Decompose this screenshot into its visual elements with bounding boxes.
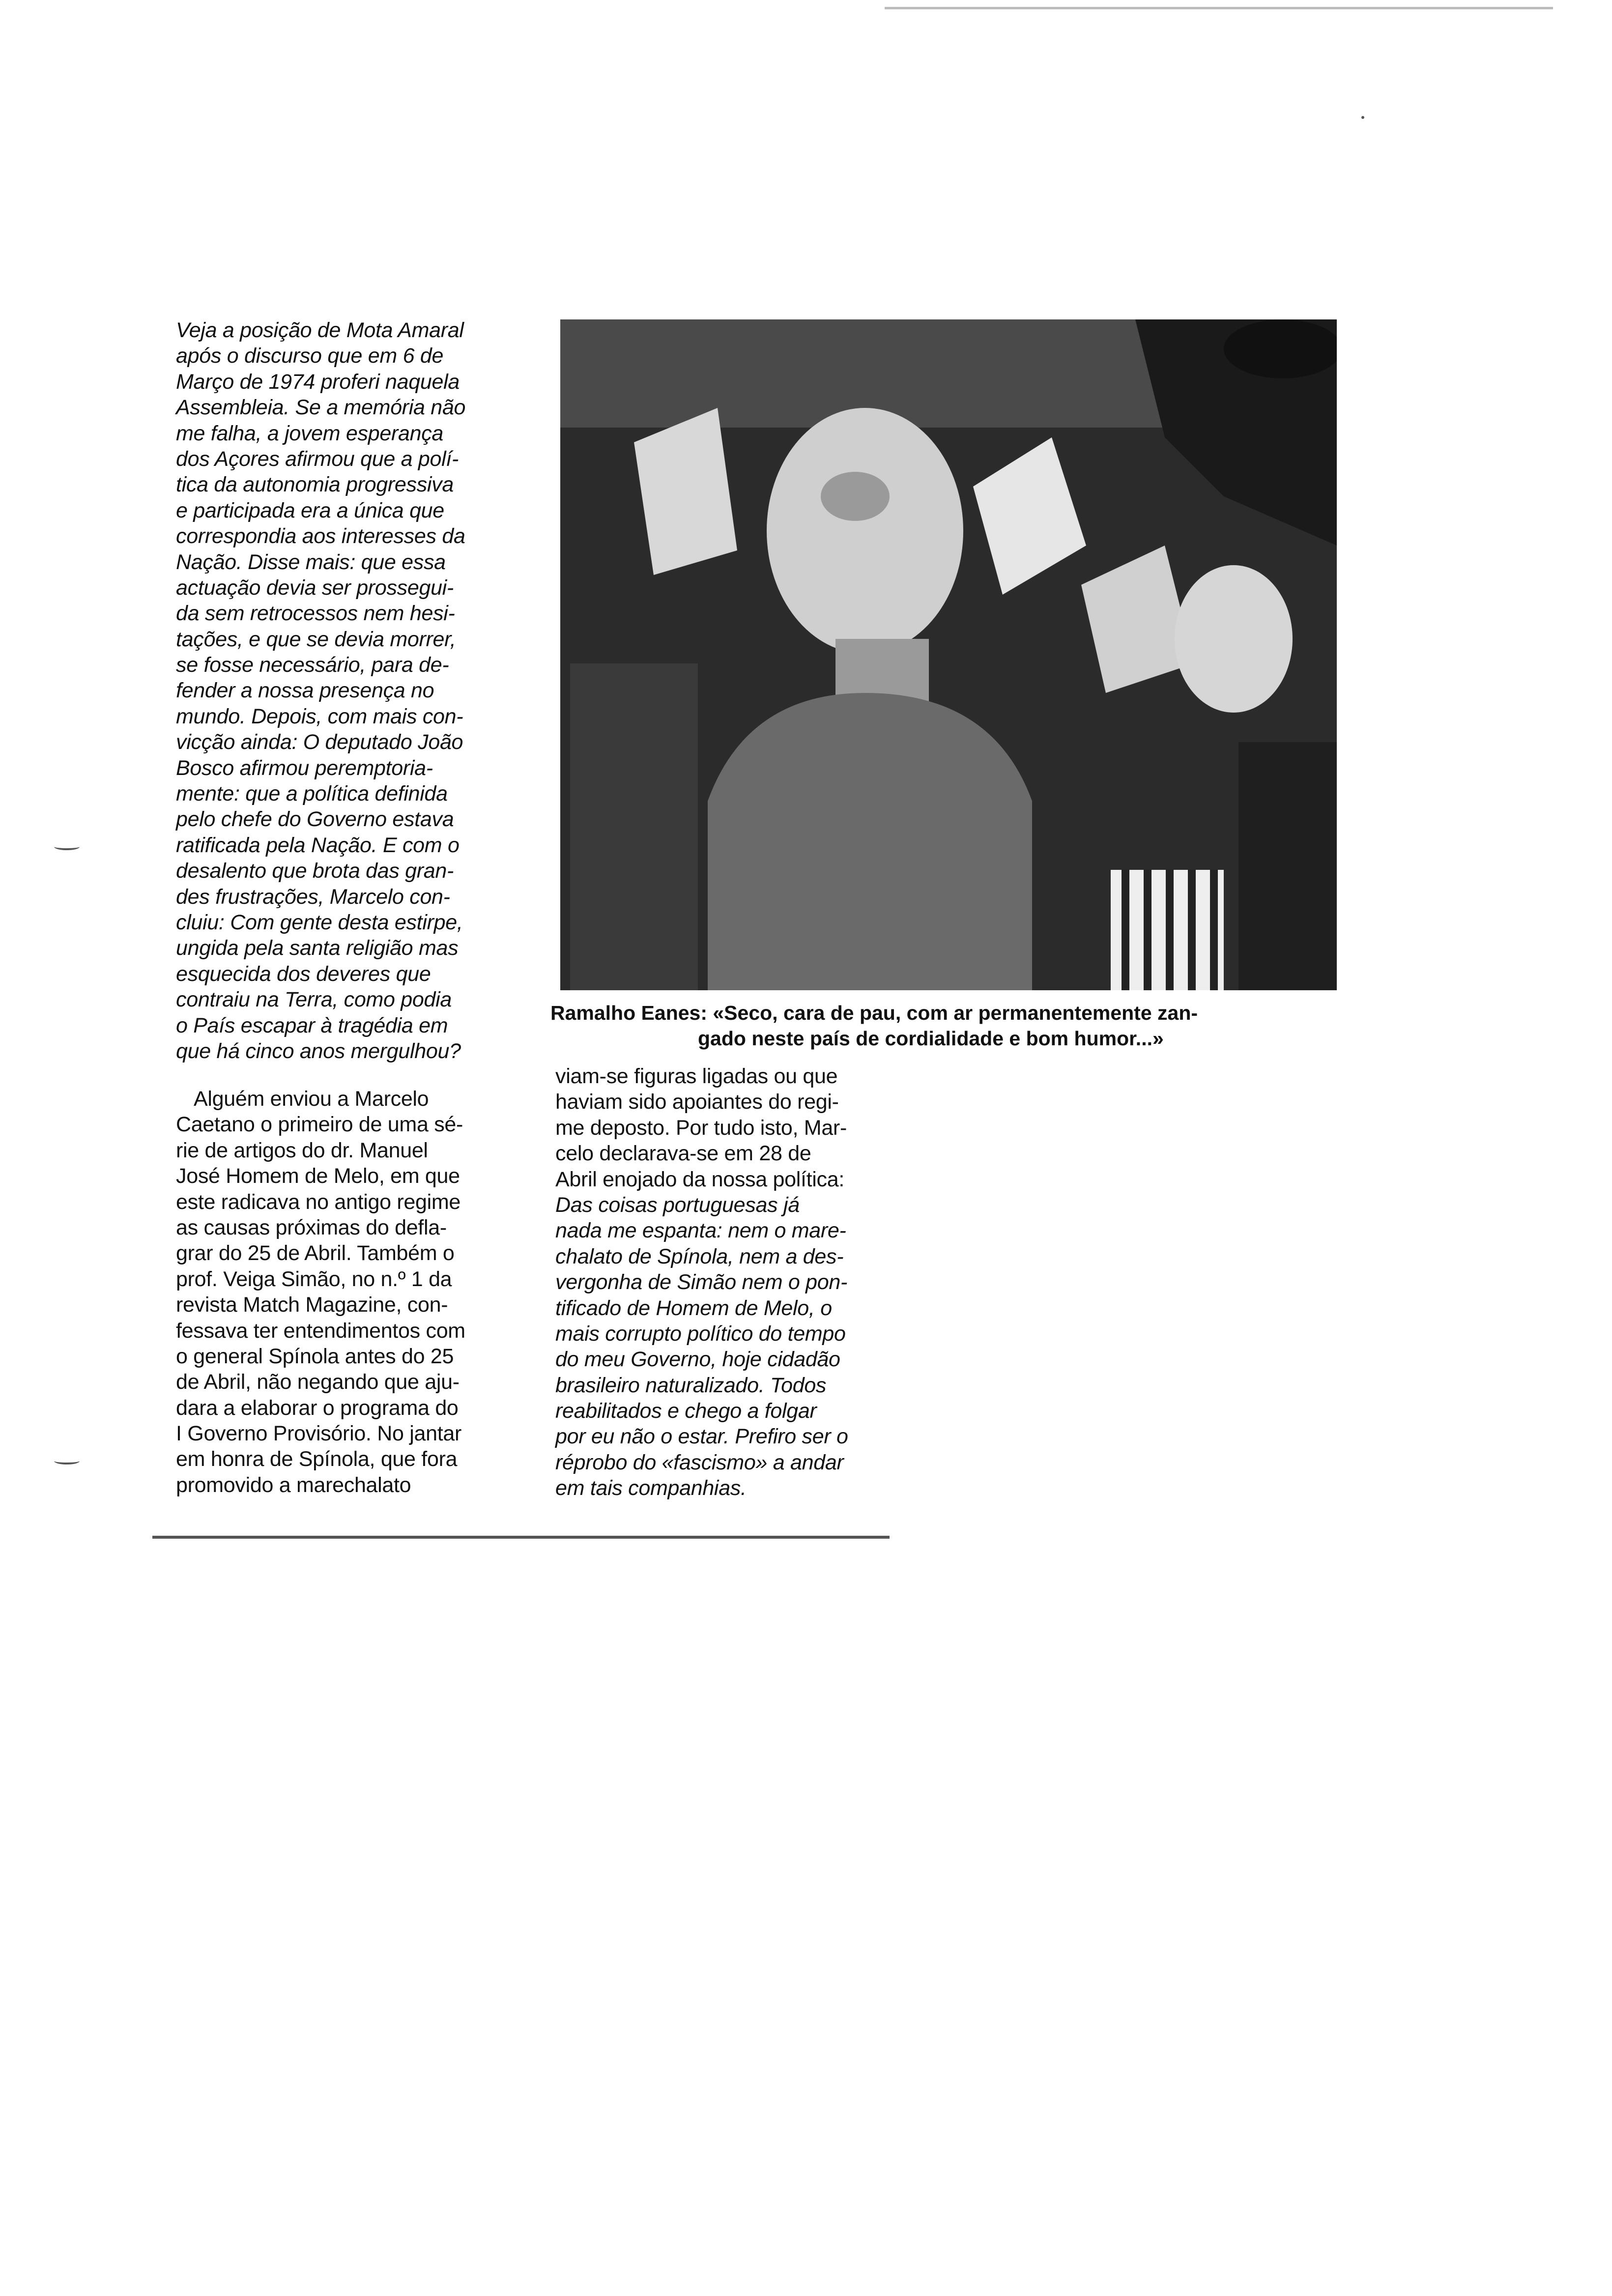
photo-caption: [550, 1000, 1327, 1051]
scan-artifact: [54, 1458, 80, 1464]
article-right-column-bottom: [555, 1063, 929, 1501]
photo-image: [560, 319, 1337, 990]
text-line: que há cinco anos mergulhou?: [176, 1039, 461, 1063]
text-line: viam-se figuras ligadas ou que: [555, 1064, 838, 1088]
text-line: vicção ainda: O deputado João: [176, 730, 463, 754]
text-line: mais corrupto político do tempo: [555, 1321, 846, 1346]
article-left-column-top: [176, 317, 535, 1064]
caption-line: Ramalho Eanes: «Seco, cara de pau, com ar permanentemente zan-: [550, 1002, 1198, 1024]
text-line: revista Match Magazine, con-: [176, 1293, 448, 1317]
text-line: ratificada pela Nação. E com o: [176, 833, 460, 857]
newspaper-clipping: [152, 275, 1198, 1563]
text-line: tações, e que se devia morrer,: [176, 627, 456, 651]
photo-ramalho-eanes: [560, 319, 1337, 990]
text-line: nada me espanta: nem o mare-: [555, 1219, 846, 1243]
text-line: ungida pela santa religião mas: [176, 936, 459, 960]
caption-line: gado neste país de cordialidade e bom humor...»: [698, 1027, 1164, 1050]
text-line: Assembleia. Se a memória não: [176, 396, 466, 420]
text-line: desalento que brota das gran-: [176, 859, 454, 883]
article-left-column-bottom: [176, 1086, 535, 1498]
text-line: haviam sido apoiantes do regi-: [555, 1090, 839, 1114]
text-line: em honra de Spínola, que fora: [176, 1447, 458, 1471]
text-line: reabilitados e chego a folgar: [555, 1399, 817, 1423]
text-line: celo declarava-se em 28 de: [555, 1142, 811, 1166]
text-line: réprobo do «fascismo» a andar: [555, 1450, 844, 1474]
text-line: fender a nossa presença no: [176, 679, 434, 703]
text-line: se fosse necessário, para de-: [176, 653, 449, 677]
text-line: da sem retrocessos nem hesi-: [176, 602, 455, 626]
text-line: do meu Governo, hoje cidadão: [555, 1348, 840, 1372]
text-line: o País escapar à tragédia em: [176, 1013, 448, 1037]
text-line: mente: que a política definida: [176, 782, 448, 806]
text-line: Veja a posição de Mota Amaral: [176, 318, 464, 342]
text-line: de Abril, não negando que aju-: [176, 1370, 460, 1394]
text-line: José Homem de Melo, em que: [176, 1164, 460, 1188]
text-line: chalato de Spínola, nem a des-: [555, 1244, 844, 1268]
text-line: rie de artigos do dr. Manuel: [176, 1138, 428, 1162]
text-line: Abril enojado da nossa política:: [555, 1167, 845, 1191]
text-line: Março de 1974 proferi naquela: [176, 370, 460, 394]
text-line: mundo. Depois, com mais con-: [176, 704, 463, 728]
clipping-bottom-edge: [152, 1536, 890, 1539]
text-line: brasileiro naturalizado. Todos: [555, 1373, 827, 1397]
text-line: o general Spínola antes do 25: [176, 1344, 454, 1368]
text-line: Caetano o primeiro de uma sé-: [176, 1113, 463, 1137]
text-line: as causas próximas do defla-: [176, 1215, 447, 1239]
text-line: após o discurso que em 6 de: [176, 344, 444, 368]
text-line: Das coisas portuguesas já: [555, 1193, 800, 1217]
text-line: me falha, a jovem esperança: [176, 421, 444, 445]
text-line: actuação devia ser prossegui-: [176, 575, 454, 600]
text-line: pelo chefe do Governo estava: [176, 807, 454, 832]
text-line: Bosco afirmou peremptoria-: [176, 756, 433, 780]
text-line: cluiu: Com gente desta estirpe,: [176, 910, 463, 934]
text-line: Alguém enviou a Marcelo: [194, 1087, 429, 1111]
text-line: tificado de Homem de Melo, o: [555, 1296, 832, 1320]
text-line: prof. Veiga Simão, no n.º 1 da: [176, 1267, 452, 1291]
text-line: contraiu na Terra, como podia: [176, 988, 452, 1012]
text-line: promovido a marechalato: [176, 1473, 411, 1497]
text-line: correspondia aos interesses da: [176, 524, 465, 548]
text-line: tica da autonomia progressiva: [176, 473, 454, 497]
text-line: fessava ter entendimentos com: [176, 1319, 465, 1343]
scan-edge-top: [885, 7, 1553, 9]
text-line: dos Açores afirmou que a polí-: [176, 447, 459, 471]
text-line: dara a elaborar o programa do: [176, 1396, 459, 1420]
text-line: grar do 25 de Abril. Também o: [176, 1241, 455, 1265]
text-line: vergonha de Simão nem o pon-: [555, 1270, 847, 1294]
text-line: I Governo Provisório. No jantar: [176, 1422, 462, 1446]
text-line: des frustrações, Marcelo con-: [176, 885, 450, 909]
text-line: esquecida dos deveres que: [176, 962, 431, 986]
scan-dot: [1361, 116, 1364, 119]
text-line: em tais companhias.: [555, 1476, 747, 1500]
text-line: e participada era a única que: [176, 498, 444, 522]
text-line: este radicava no antigo regime: [176, 1190, 461, 1214]
text-line: por eu não o estar. Prefiro ser o: [555, 1425, 848, 1449]
text-line: Nação. Disse mais: que essa: [176, 550, 446, 574]
scan-artifact: [54, 843, 80, 850]
text-line: me deposto. Por tudo isto, Mar-: [555, 1116, 847, 1140]
